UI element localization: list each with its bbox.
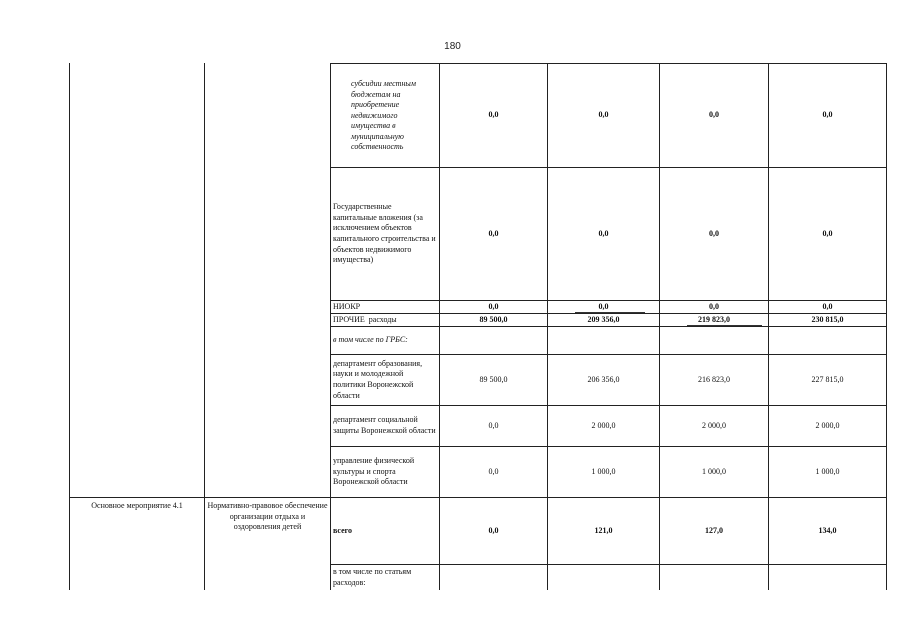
left-column-border bbox=[69, 63, 70, 590]
value-cell: 0,0 bbox=[822, 109, 833, 119]
value-cell: 0,0 bbox=[822, 301, 833, 311]
value-cell: 219 823,0 bbox=[698, 314, 730, 324]
value-cell: 134,0 bbox=[818, 525, 837, 535]
value-cell: 230 815,0 bbox=[811, 314, 844, 324]
value-cell: 89 500,0 bbox=[479, 314, 508, 324]
measure-status: Основное мероприятие 4.1 bbox=[91, 501, 183, 510]
value-cell: 0,0 bbox=[488, 109, 499, 119]
value-cell: 0,0 bbox=[709, 109, 719, 119]
row-label-grbs: в том числе по ГРБС: bbox=[333, 335, 408, 345]
value-cell: 121,0 bbox=[594, 525, 613, 535]
value-cell: 209 356,0 bbox=[587, 314, 620, 324]
row-label-other: ПРОЧИЕ расходы bbox=[333, 314, 397, 324]
value-cell: 1 000,0 bbox=[815, 466, 840, 476]
value-cell: 216 823,0 bbox=[698, 374, 730, 384]
row-label-niokr: НИОКР bbox=[333, 301, 361, 311]
underline bbox=[575, 312, 645, 313]
underline bbox=[687, 325, 762, 326]
row-label-by-articles: в том числе по статьям расходов: bbox=[333, 566, 412, 587]
row-label-dept-social: департамент социальной защиты Воронежской области bbox=[333, 415, 436, 435]
value-cell: 127,0 bbox=[705, 525, 723, 535]
measure-name: Нормативно-правовое обеспечение организации отдыха и оздоровления детей bbox=[207, 501, 328, 532]
value-cell: 0,0 bbox=[598, 301, 609, 311]
value-cell: 0,0 bbox=[822, 228, 833, 238]
value-cell: 0,0 bbox=[598, 109, 609, 119]
value-cell: 0,0 bbox=[709, 228, 719, 238]
value-cell: 2 000,0 bbox=[815, 420, 840, 430]
row-label-dept-sport: управление физической культуры и спорта Воронежской области bbox=[333, 456, 415, 487]
value-cell: 0,0 bbox=[709, 301, 719, 311]
value-cell: 1 000,0 bbox=[591, 466, 616, 476]
value-cell: 2 000,0 bbox=[591, 420, 616, 430]
value-cell: 0,0 bbox=[488, 466, 499, 476]
value-cell: 0,0 bbox=[488, 301, 499, 311]
row-label-dept-education: департамент образования, науки и молодежной политики Воронежской области bbox=[333, 358, 423, 400]
value-cell: 0,0 bbox=[488, 525, 499, 535]
page-number: 180 bbox=[444, 41, 461, 52]
value-cell: 1 000,0 bbox=[702, 466, 726, 476]
value-cell: 0,0 bbox=[598, 228, 609, 238]
left-column-border bbox=[204, 63, 205, 590]
value-cell: 206 356,0 bbox=[587, 374, 620, 384]
row-label-total: всего bbox=[333, 525, 353, 535]
row-label-capital: Государственные капитальные вложения (за исключением объектов капитального строительства и объектов недвижимого имущества) bbox=[333, 202, 436, 265]
value-cell: 2 000,0 bbox=[702, 420, 726, 430]
value-cell: 227 815,0 bbox=[811, 374, 844, 384]
value-cell: 0,0 bbox=[488, 228, 499, 238]
value-cell: 89 500,0 bbox=[479, 374, 508, 384]
measure-top-border bbox=[69, 497, 331, 498]
value-cell: 0,0 bbox=[488, 420, 499, 430]
row-label-subsidies: субсидии местным бюджетам на приобретение недвижимого имущества в муниципальную собственность bbox=[351, 78, 416, 152]
